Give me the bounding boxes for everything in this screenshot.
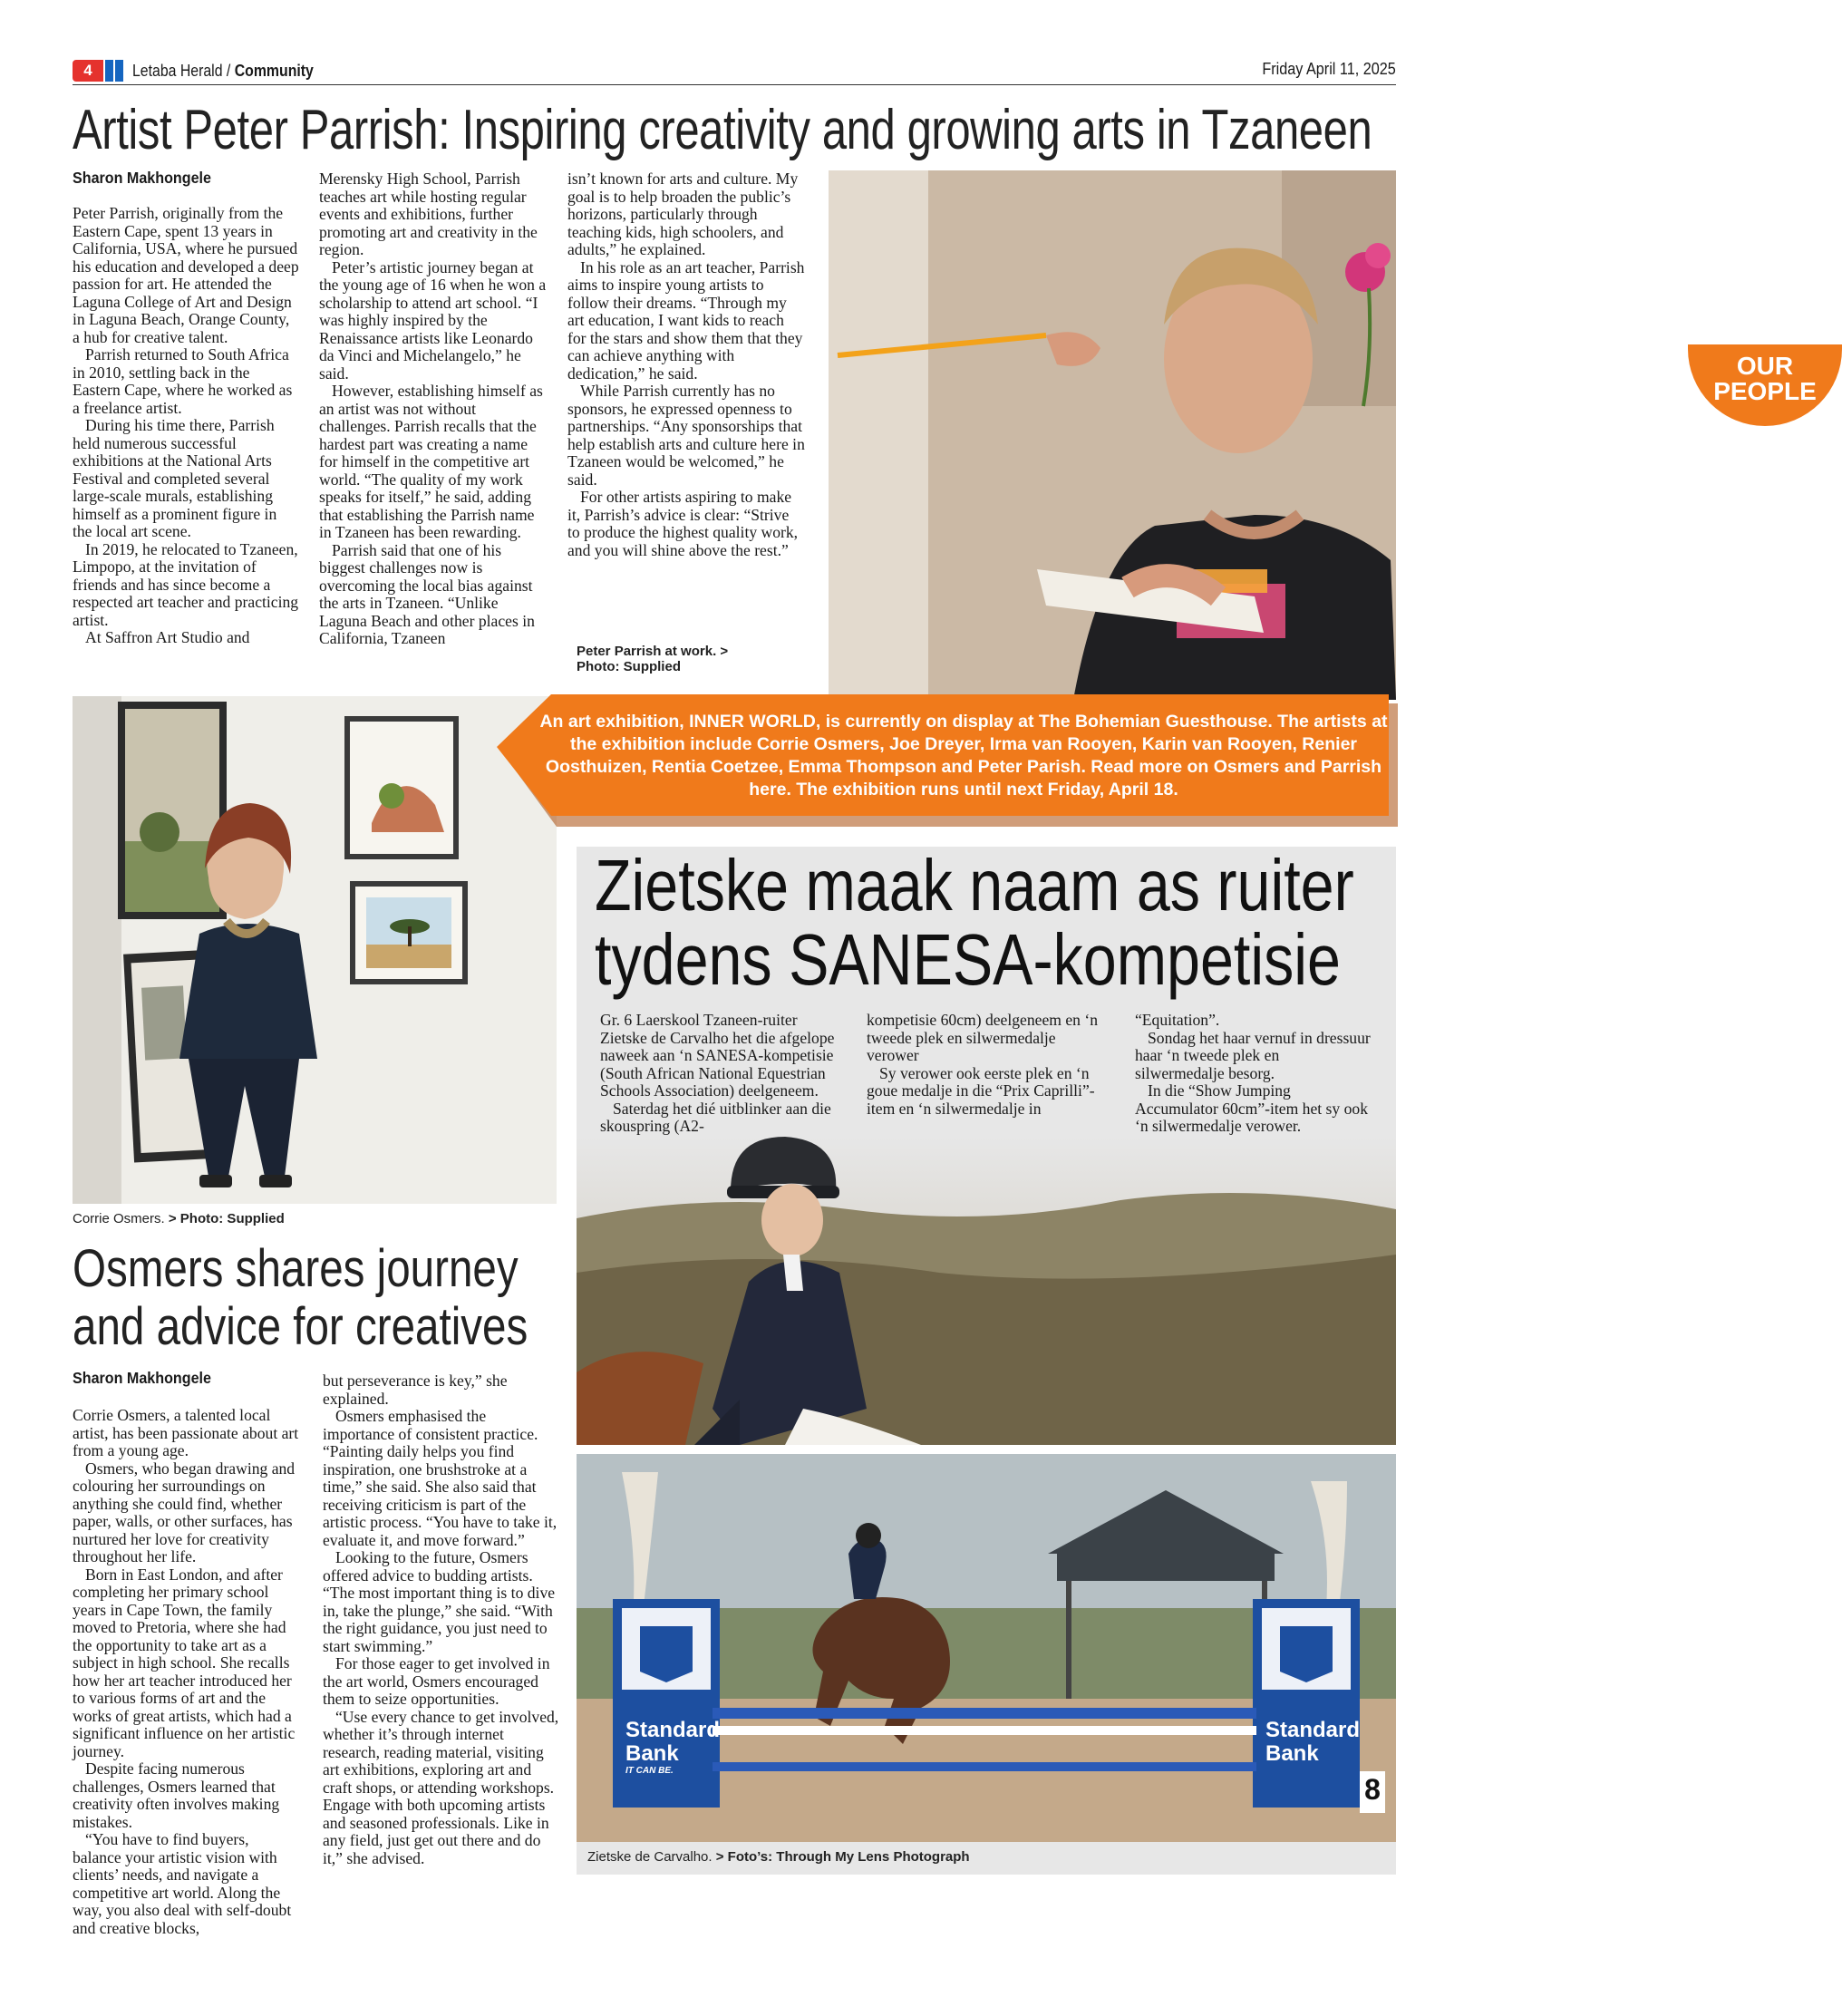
paragraph: Parrish said that one of his biggest challenges now is overcoming the local bias against the arts in Tzaneen. “Unlike Laguna Beach and other places in California, Tzaneen — [319, 540, 535, 647]
parrish-column-3 — [567, 170, 805, 559]
paragraph: Despite facing numerous challenges, Osmers learned that creativity often involves making mistakes. — [73, 1759, 280, 1831]
paragraph: For other artists aspiring to make it, Parrish’s advice is clear: “Strive to produce the highest quality work, and you will shine above the rest.” — [567, 488, 799, 559]
paragraph: but perseverance is key,” she explained. — [323, 1371, 508, 1408]
zietske-caption-text: Zietske de Carvalho. — [587, 1849, 713, 1865]
osmers-gallery-photo — [73, 696, 557, 1204]
osmers-photo-caption — [73, 1211, 285, 1226]
paragraph: Sy verower ook eerste plek en ‘n goue medalje in die “Prix Caprilli”-item en ‘n silwermedalje in — [867, 1063, 1095, 1118]
show-jumping-illustration — [577, 1454, 1396, 1842]
paragraph: In die “Show Jumping Accumulator 60cm”-item het sy ook ‘n silwermedalje verower. — [1135, 1081, 1368, 1135]
sponsor-left-line-2: Bank — [625, 1741, 679, 1766]
paragraph: At Saffron Art Studio and — [85, 628, 250, 646]
paragraph: Saterdag het dié uitblinker aan die skouspring (A2- — [600, 1099, 831, 1135]
zietske-headline: Zietske maak naam as ruiter tydens SANESA-kompetisie — [595, 845, 1354, 1000]
paragraph: Merensky High School, Parrish teaches art while hosting regular events and exhibitions, further promoting art and creativity in the region. — [319, 170, 538, 258]
paragraph: Peter Parrish, originally from the Eastern Cape, spent 13 years in California, USA, where he pursued his education and developed a deep passion for art. He attended the Laguna College of Art and Design in Laguna Beach, Orange County, a hub for creative talent. — [73, 204, 299, 346]
page-header — [73, 56, 1396, 85]
zietske-rider-photo — [577, 1137, 1396, 1445]
zietske-photo-illustration — [577, 1137, 1396, 1445]
parrish-caption-line-1: Peter Parrish at work. > — [577, 644, 729, 659]
our-people-badge — [1688, 344, 1842, 426]
parrish-caption-line-2: Photo: Supplied — [577, 659, 681, 674]
paragraph: Sondag het haar vernuf in dressuur haar ‘n tweede plek en silwermedalje besorg. — [1135, 1028, 1371, 1082]
parrish-column-1 — [73, 205, 299, 647]
paragraph: While Parrish currently has no sponsors, he expressed openness to partnerships. “Any sponsorships that help establish arts and culture here in Tzaneen would be welcomed,” he said. — [567, 382, 805, 489]
osmers-column-1 — [73, 1407, 301, 1937]
header-accent-bar — [105, 60, 113, 82]
badge-line-2: PEOPLE — [1713, 377, 1817, 405]
sponsor-right-line-1: Standard — [1265, 1718, 1361, 1742]
section-name: Community — [234, 62, 314, 80]
paragraph: Looking to the future, Osmers offered advice to budding artists. “The most important thing is to dive in, take the plunge,” she said. “With the right guidance, you just need to start swimming.” — [323, 1548, 556, 1655]
parrish-painting-photo — [829, 170, 1817, 700]
paragraph: “Use every chance to get involved, whether it’s through internet research, reading material, visiting art exhibitions, exploring art and craft shops, or attending workshops. Engage with both upcoming artists and seasoned professionals. Like in any field, just get out there and do it,” she advised. — [323, 1707, 559, 1867]
paragraph: “Equitation”. — [1135, 1011, 1220, 1029]
sponsor-right-line-2: Bank — [1265, 1741, 1319, 1766]
parrish-headline: Artist Peter Parrish: Inspiring creativity and growing arts in Tzaneen — [73, 99, 1372, 161]
publication-title: Letaba Herald — [132, 62, 223, 80]
sponsor-left-line-1: Standard — [625, 1718, 721, 1742]
osmers-byline: Sharon Makhongele — [73, 1369, 211, 1387]
paragraph: Osmers, who began drawing and colouring her surroundings on anything she could find, whether paper, walls, or other surfaces, has nurtured her love for creativity throughout her life. — [73, 1459, 296, 1565]
publication-name: Letaba Herald / Community — [132, 62, 314, 80]
paragraph: In his role as an art teacher, Parrish aims to inspire young artists to follow their dreams. “Through my art education, I want kids to reach for the stars and show them that they can achieve anything with dedication,” he said. — [567, 257, 805, 383]
osmers-photo-credit: > Photo: Supplied — [168, 1211, 285, 1226]
paragraph: Peter’s artistic journey began at the young age of 16 when he won a scholarship to attend art school. “I was highly inspired by the Renaissance artists like Leonardo da Vinci and Michelangelo,” he said. — [319, 257, 547, 383]
badge-line-1: OUR — [1736, 352, 1794, 380]
paragraph: During his time there, Parrish held numerous successful exhibitions at the National Arts Festival and completed several large-scale murals, establishing himself as a prominent figure in the local art scene. — [73, 416, 277, 540]
zietske-column-2 — [867, 1012, 1102, 1118]
paragraph: For those eager to get involved in the art world, Osmers encouraged them to seize opportunities. — [323, 1654, 550, 1708]
show-jumping-photo — [577, 1454, 1396, 1842]
fence-number: 8 — [1364, 1773, 1381, 1806]
osmers-caption-text: Corrie Osmers. — [73, 1211, 165, 1226]
osmers-photo-illustration — [73, 696, 557, 1204]
paragraph: Born in East London, and after completing her primary school years in Cape Town, the family moved to Pretoria, where she had the opportunity to take art as a subject in high school. She recalls how her art teacher introduced her to various forms of art and the works of great artists, which had a significant influence on her artistic journey. — [73, 1565, 296, 1760]
paragraph: Osmers emphasised the importance of consistent practice. “Painting daily helps you find inspiration, one brushstroke at a time,” she said. She also said that receiving criticism is part of the artistic process. “You have to take it, evaluate it, and move forward.” — [323, 1407, 557, 1549]
issue-date: Friday April 11, 2025 — [1262, 60, 1396, 78]
paragraph: Corrie Osmers, a talented local artist, has been passionate about art from a young age. — [73, 1406, 299, 1459]
zietske-column-3 — [1135, 1012, 1372, 1136]
paragraph: kompetisie 60cm) deelgeneem en ‘n tweede plek en silwermedalje verower — [867, 1011, 1099, 1064]
parrish-column-2 — [319, 170, 549, 648]
sponsor-left-tagline: IT CAN BE. — [625, 1766, 674, 1776]
exhibition-callout-text: An art exhibition, INNER WORLD, is currently on display at The Bohemian Guesthouse. The artists at the exhibition include Corrie Osmers, Joe Dreyer, Irma van Rooyen, Karin van Rooyen, Renier Oosthuizen, Rentia Coetzee, Emma Thompson and Peter Parish. Read more on Osmers and Parrish here. The exhibition runs until next Friday, April 18. — [539, 712, 1388, 800]
parrish-byline: Sharon Makhongele — [73, 169, 211, 187]
paragraph: In 2019, he relocated to Tzaneen, Limpopo, at the invitation of friends and has since become a respected art teacher and practicing artist. — [73, 539, 299, 629]
zietske-photo-caption — [587, 1849, 970, 1865]
paragraph: isn’t known for arts and culture. My goal is to help broaden the public’s horizons, particularly through teaching kids, high schoolers, and adults,” he explained. — [567, 170, 799, 258]
header-accent-bar — [115, 60, 123, 82]
zietske-column-1 — [600, 1012, 847, 1136]
osmers-column-2 — [323, 1372, 560, 1867]
paragraph: “You have to find buyers, balance your artistic vision with clients’ needs, and navigate a competitive art world. Along the way, you also deal with self-doubt and creative blocks, — [73, 1830, 292, 1937]
parrish-photo-caption — [577, 644, 728, 674]
sponsor-logo-left — [625, 1719, 720, 1777]
paragraph: However, establishing himself as an artist was not without challenges. Parrish recalls that the hardest part was creating a name for himself in the competitive art world. “The quality of my work speaks for itself,” he said, adding that establishing the Parrish name in Tzaneen has been rewarding. — [319, 382, 543, 541]
paragraph: Gr. 6 Laerskool Tzaneen-ruiter Zietske de Carvalho het die afgelope naweek aan ‘n SANESA-kompetisie (South African National Equestrian Schools Association) deelgeneem. — [600, 1011, 835, 1100]
paragraph: Parrish returned to South Africa in 2010, settling back in the Eastern Cape, where he worked as a freelance artist. — [73, 345, 293, 417]
parrish-photo-illustration — [829, 170, 1396, 700]
osmers-headline: Osmers shares journey and advice for creatives — [73, 1239, 528, 1356]
zietske-photo-credit: > Foto’s: Through My Lens Photograph — [715, 1849, 970, 1865]
page-number: 4 — [73, 60, 103, 82]
sponsor-logo-right — [1265, 1719, 1360, 1766]
